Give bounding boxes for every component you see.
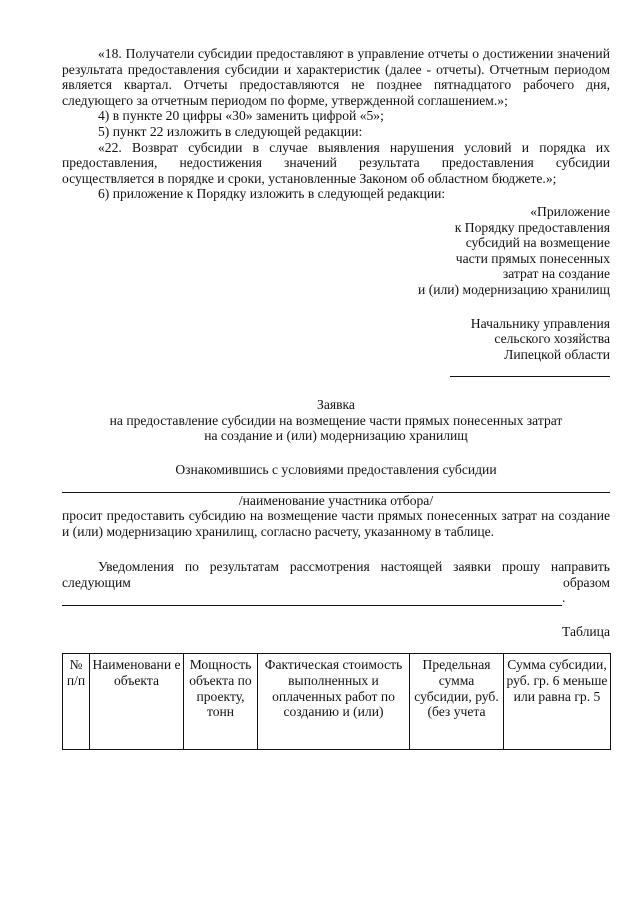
- paragraph-22: «22. Возврат субсидии в случае выявления нарушения условий и порядка их предоставления, недостижения значений результата предоставления субсидии осуществляется в порядке и сроки, установленные Законом об областном бюджете.»;: [62, 139, 610, 186]
- application-title: Заявка: [317, 397, 355, 413]
- addressee-line: Липецкой области: [504, 346, 610, 362]
- addressee-line: сельского хозяйства: [494, 331, 610, 347]
- table-header-row: [63, 654, 611, 750]
- paragraph-18: «18. Получатели субсидии предоставляют в управление отчеты о достижении значений результата предоставления субсидии и характеристик (далее - отчеты). Отчетным периодом является квартал. Отчеты предоставляются не позднее пятнадцатого рабочего дня, следующего за отчетным периодом по форме, утвержденной соглашением.»;: [62, 46, 610, 108]
- application-subtitle: на создание и (или) модернизацию хранилищ: [204, 428, 468, 444]
- table-header-cell: Предельная сумма субсидии, руб. (без учета: [410, 654, 504, 750]
- application-heading: [62, 397, 610, 444]
- appendix-header: [62, 204, 610, 298]
- addressee-block: [62, 316, 610, 363]
- table-header-cell: Наименовани е объекта: [90, 654, 184, 750]
- application-intro: Ознакомившись с условиями предоставления субсидии: [175, 462, 497, 478]
- paragraph-item-6: 6) приложение к Порядку изложить в следующей редакции:: [98, 186, 446, 202]
- paragraph-item-5: 5) пункт 22 изложить в следующей редакции:: [98, 123, 363, 139]
- appendix-line: и (или) модернизацию хранилищ: [418, 281, 610, 297]
- table-header-cell: № п/п: [63, 654, 90, 750]
- application-subtitle: на предоставление субсидии на возмещение части прямых понесенных затрат: [109, 412, 563, 428]
- notification-method-line: [62, 590, 610, 606]
- addressee-signature-line: [450, 362, 610, 377]
- appendix-line: к Порядку предоставления: [454, 219, 610, 235]
- request-text: просит предоставить субсидию на возмещение части прямых понесенных затрат на создание и (или) модернизацию хранилищ, согласно расчету, указанному в таблице.: [62, 508, 610, 539]
- appendix-line: затрат на создание: [502, 266, 610, 282]
- table-header-cell: Сумма субсидии, руб. гр. 6 меньше или равна гр. 5: [504, 654, 611, 750]
- appendix-line: «Приложение: [530, 203, 610, 219]
- addressee-line: Начальнику управления: [470, 315, 610, 331]
- table-header-cell: Фактическая стоимость выполненных и оплаченных работ по созданию и (или): [258, 654, 410, 750]
- appendix-line: субсидий на возмещение: [465, 235, 610, 251]
- table-label: Таблица: [562, 623, 610, 639]
- line-end-period: .: [562, 590, 566, 606]
- participant-caption: /наименование участника отбора/: [238, 492, 434, 508]
- appendix-line: части прямых понесенных: [455, 250, 610, 266]
- table-header-cell: Мощность объекта по проекту, тонн: [184, 654, 258, 750]
- paragraph-item-4: 4) в пункте 20 цифры «30» заменить цифрой «5»;: [98, 108, 384, 124]
- participant-name-line: [62, 478, 610, 493]
- subsidy-table: [62, 653, 611, 750]
- document-page: [62, 46, 610, 750]
- notification-text: Уведомления по результатам рассмотрения настоящей заявки прошу направить следующим образом: [62, 559, 610, 590]
- notification-underline: [62, 591, 562, 606]
